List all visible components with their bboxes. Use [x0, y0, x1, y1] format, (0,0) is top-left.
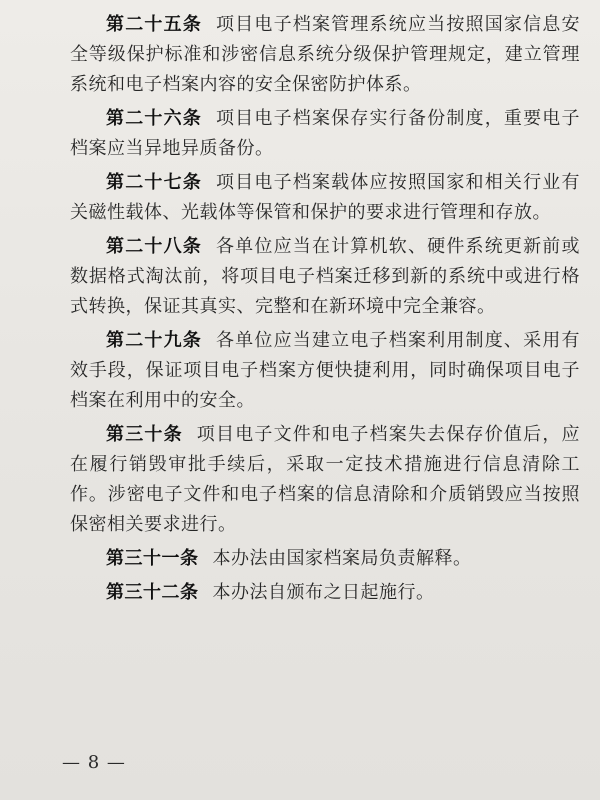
article-body: 项目电子文件和电子档案失去保存价值后，应在履行销毁审批手续后，采取一定技术措施进行信息清除工作。涉密电子文件和电子档案的信息清除和介质销毁应当按照保密相关要求进行。 [70, 424, 581, 535]
article-body: 本办法由国家档案局负责解释。 [212, 548, 472, 569]
article-31 [70, 544, 580, 574]
page-number: — 8 — [62, 752, 126, 773]
article-27 [70, 168, 580, 228]
article-32 [70, 578, 580, 608]
document-content [70, 10, 580, 612]
article-title: 第二十八条 [106, 236, 202, 257]
article-title: 第三十一条 [106, 548, 199, 569]
article-title: 第二十七条 [106, 172, 202, 193]
article-title: 第二十五条 [106, 14, 202, 35]
article-28 [70, 232, 580, 322]
article-29 [70, 326, 580, 416]
article-body: 本办法自颁布之日起施行。 [212, 582, 435, 603]
article-title: 第二十九条 [106, 330, 202, 351]
article-26 [70, 104, 580, 164]
article-body: 各单位应当在计算机软、硬件系统更新前或数据格式淘汰前，将项目电子档案迁移到新的系统中或进行格式转换，保证其真实、完整和在新环境中完全兼容。 [70, 236, 581, 317]
article-body: 项目电子档案载体应按照国家和相关行业有关磁性载体、光载体等保管和保护的要求进行管理和存放。 [70, 172, 581, 223]
article-body: 项目电子档案管理系统应当按照国家信息安全等级保护标准和涉密信息系统分级保护管理规定，建立管理系统和电子档案内容的安全保密防护体系。 [70, 14, 581, 95]
article-30 [70, 420, 580, 540]
article-title: 第三十条 [106, 424, 183, 445]
article-title: 第二十六条 [106, 108, 202, 129]
article-body: 各单位应当建立电子档案利用制度、采用有效手段，保证项目电子档案方便快捷利用，同时确保项目电子档案在利用中的安全。 [70, 330, 581, 411]
article-title: 第三十二条 [106, 582, 199, 603]
article-25 [70, 10, 580, 100]
article-body: 项目电子档案保存实行备份制度，重要电子档案应当异地异质备份。 [70, 108, 581, 159]
